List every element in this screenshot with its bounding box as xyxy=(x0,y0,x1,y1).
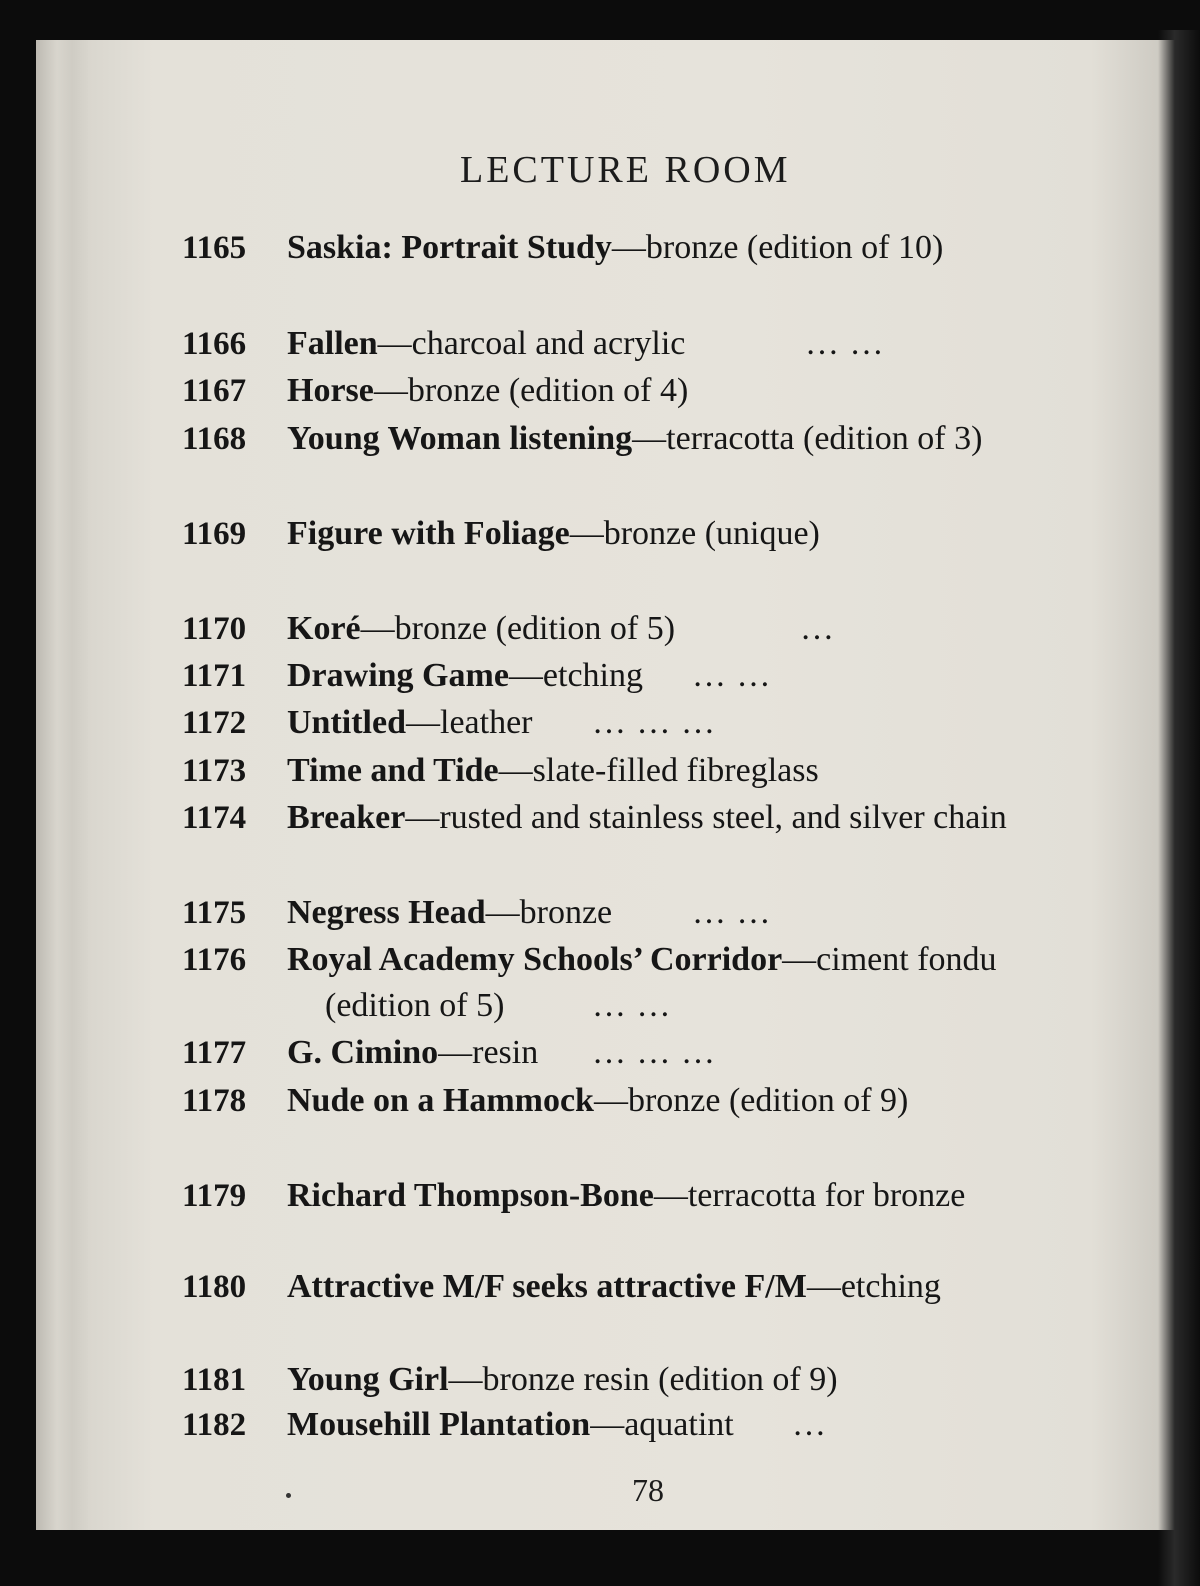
entry-text xyxy=(287,228,943,268)
catalogue-number: 1182 xyxy=(182,1407,247,1443)
entry-text xyxy=(287,1033,538,1073)
entry-text xyxy=(287,1176,965,1216)
spine-shadow xyxy=(1158,30,1200,1586)
leader-dots: … … xyxy=(692,894,772,931)
entry-title: Figure with Foliage xyxy=(287,515,570,552)
catalogue-number: 1177 xyxy=(182,1035,247,1071)
leader-dots: … xyxy=(792,1406,827,1443)
leader-dots: … xyxy=(800,610,835,647)
entry-title: Fallen xyxy=(287,325,378,362)
catalogue-number: 1171 xyxy=(182,658,247,694)
leader-dots: … … xyxy=(692,657,772,694)
entry-text xyxy=(287,1405,734,1445)
entry-text xyxy=(287,940,997,980)
entry-medium: —bronze (edition of 10) xyxy=(611,229,944,266)
entry-text xyxy=(287,798,1007,838)
entry-title: Koré xyxy=(287,610,361,647)
catalogue-number: 1166 xyxy=(182,326,247,362)
entry-text xyxy=(287,1360,838,1400)
catalogue-number: 1179 xyxy=(182,1178,247,1214)
catalogue-number: 1181 xyxy=(182,1362,247,1398)
entry-medium: —bronze (edition of 5) xyxy=(360,610,676,647)
entry-title: Young Woman listening xyxy=(287,420,633,457)
entry-medium: —bronze (unique) xyxy=(569,515,820,552)
entry-title: Richard Thompson-Bone xyxy=(287,1177,654,1214)
entry-title: Horse xyxy=(287,372,374,409)
catalogue-number: 1172 xyxy=(182,705,247,741)
leader-dots: … … … xyxy=(592,1034,716,1071)
entry-title: Saskia: Portrait Study xyxy=(287,229,612,266)
entry-title: Drawing Game xyxy=(287,657,509,694)
entry-title: Nude on a Hammock xyxy=(287,1082,594,1119)
entry-text xyxy=(287,751,819,791)
entry-title: Royal Academy Schools’ Corridor xyxy=(287,941,783,978)
entry-title: Attractive M/F seeks attractive F/M xyxy=(287,1268,807,1305)
entry-text xyxy=(287,656,643,696)
entry-text xyxy=(287,703,533,743)
catalogue-number: 1175 xyxy=(182,895,247,931)
entry-medium: —slate-filled fibreglass xyxy=(498,752,819,789)
entry-medium: —resin xyxy=(438,1034,539,1071)
catalogue-number: 1174 xyxy=(182,800,247,836)
catalogue-number: 1173 xyxy=(182,753,247,789)
entry-text xyxy=(287,371,688,411)
catalogue-number: 1170 xyxy=(182,611,247,647)
entry-text xyxy=(287,609,675,649)
entry-title: Young Girl xyxy=(287,1361,449,1398)
entry-text xyxy=(287,1081,908,1121)
leader-dots: … … xyxy=(592,987,672,1024)
entry-medium: —rusted and stainless steel, and silver chain xyxy=(405,799,1007,836)
page-number: 78 xyxy=(632,1472,664,1508)
entry-medium: —etching xyxy=(508,657,643,694)
catalogue-number: 1167 xyxy=(182,373,247,409)
entry-title: Negress Head xyxy=(287,894,486,931)
entry-medium: —charcoal and acrylic xyxy=(377,325,686,362)
entry-medium: —bronze (edition of 4) xyxy=(373,372,689,409)
entry-text xyxy=(287,514,820,554)
entry-medium: —etching xyxy=(806,1268,941,1305)
entry-medium: —bronze xyxy=(485,894,613,931)
catalogue-number: 1168 xyxy=(182,421,247,457)
entry-medium: —bronze (edition of 9) xyxy=(593,1082,909,1119)
entry-text xyxy=(287,324,685,364)
catalogue-number: 1180 xyxy=(182,1269,247,1305)
entry-title: Untitled xyxy=(287,704,406,741)
entry-text xyxy=(287,1267,941,1307)
entry-text xyxy=(287,893,612,933)
entry-text xyxy=(287,419,982,459)
print-speck xyxy=(286,1493,291,1498)
entry-title: Mousehill Plantation xyxy=(287,1406,591,1443)
entry-medium: —ciment fondu xyxy=(782,941,997,978)
leader-dots: … … … xyxy=(592,704,716,741)
entry-medium: —terracotta for bronze xyxy=(653,1177,966,1214)
entry-medium: —aquatint xyxy=(590,1406,734,1443)
page-edge xyxy=(36,40,96,1530)
page-heading: LECTURE ROOM xyxy=(460,149,791,191)
catalogue-number: 1165 xyxy=(182,230,247,266)
entry-title: G. Cimino xyxy=(287,1034,439,1071)
leader-dots: … … xyxy=(805,325,885,362)
entry-medium: —terracotta (edition of 3) xyxy=(632,420,983,457)
entry-medium: —leather xyxy=(406,704,533,741)
catalogue-number: 1176 xyxy=(182,942,247,978)
entry-medium: —bronze resin (edition of 9) xyxy=(448,1361,838,1398)
catalogue-number: 1178 xyxy=(182,1083,247,1119)
entry-title: Time and Tide xyxy=(287,752,499,789)
entry-title: Breaker xyxy=(287,799,406,836)
catalogue-number: 1169 xyxy=(182,516,247,552)
entry-continuation: (edition of 5) xyxy=(325,987,505,1024)
